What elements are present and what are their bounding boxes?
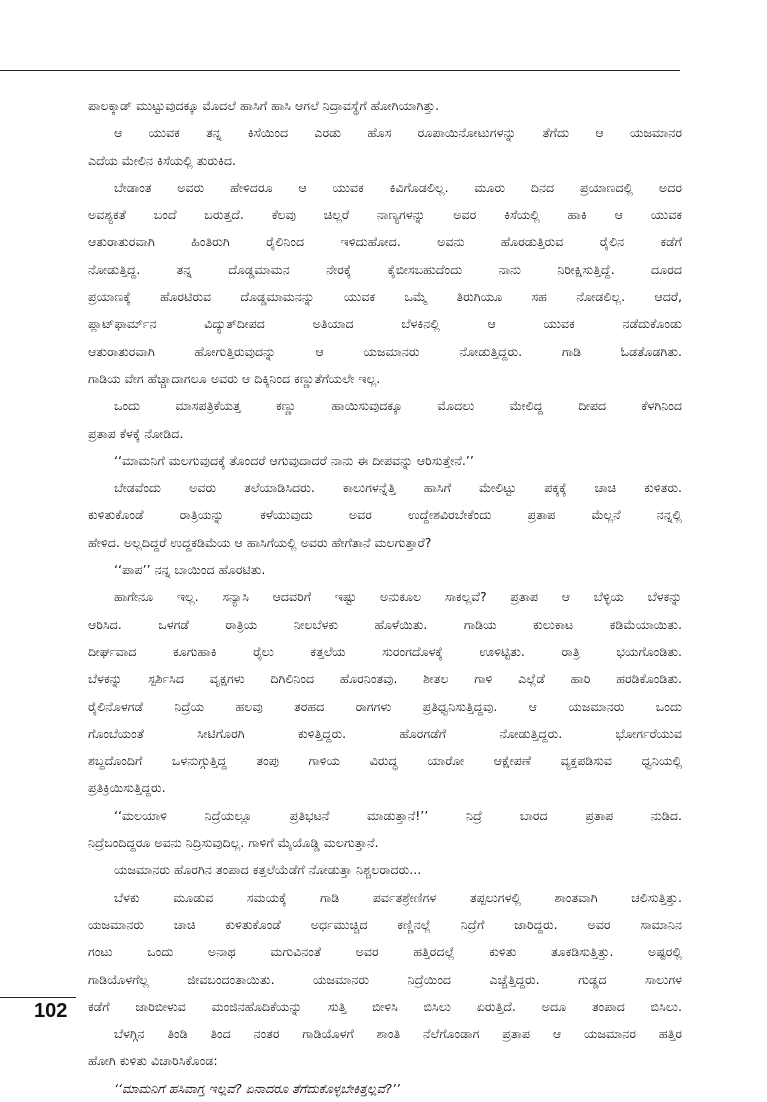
- page-number: 102: [34, 1000, 68, 1022]
- text-line: ಆತುರಾತುರವಾಗಿ ಹೋಗುತ್ತಿರುವುದನ್ನು ಆ ಯಜಮಾನರು ನೋಡುತ್ತಿದ್ದರು. ಗಾಡಿ ಓಡತೊಡಗಿತು.: [88, 343, 682, 359]
- text-line: ಗಂಟು ಒಂದು ಅನಾಥ ಮಗುವಿನಂತೆ ಅವರ ಹತ್ತಿರದಲ್ಲೆ ಕುಳಿತು ತೂಕಡಿಸುತ್ತಿತ್ತು. ಅಷ್ಟರಲ್ಲಿ: [88, 944, 682, 960]
- text-line: ‘‘ಮಲಯಾಳಿ ನಿದ್ರೆಯಲ್ಲೂ ಪ್ರತಿಭಟನೆ ಮಾಡುತ್ತಾನೆ!’’ ನಿದ್ರೆ ಬಾರದ ಪ್ರತಾಪ ನುಡಿದ.: [114, 807, 682, 823]
- text-line: ಆತುರಾತುರವಾಗಿ ಹಿಂತಿರುಗಿ ರೈಲಿನಿಂದ ಇಳಿದುಹೋದ. ಅವನು ಹೊರಡುತ್ತಿರುವ ರೈಲಿನ ಕಡೆಗೆ: [88, 234, 682, 250]
- text-line: ಗಾಡಿಯ ವೇಗ ಹೆಚ್ಚಾದಾಗಲೂ ಅವರು ಆ ದಿಕ್ಕಿನಿಂದ ಕಣ್ಣುತೆಗೆಯಲೇ ಇಲ್ಲ.: [88, 370, 381, 386]
- text-line: ಕಡೆಗೆ ಜಾರಿಬೀಳುವ ಮಂಜಿನಹೊದಿಕೆಯನ್ನು ಸುತ್ತಿ ಬೀಳಿಸಿ ಬಿಸಿಲು ಏರುತ್ತಿದೆ. ಅದೂ ತಂಪಾದ ಬಿಸಿಲು.: [88, 998, 682, 1014]
- footer-rule: [0, 997, 76, 998]
- text-line: ಪ್ರತಿಕ್ರಿಯಿಸುತ್ತಿದ್ದರು.: [88, 780, 166, 796]
- text-line: ನಿದ್ರೆಬಂದಿದ್ದರೂ ಅವನು ನಿದ್ರಿಸುವುದಿಲ್ಲ. ಗಾಳಿಗೆ ಮೈಯೊಡ್ಡಿ ಮಲಗುತ್ತಾನೆ.: [88, 835, 379, 851]
- text-line: ಬೆಳಕನ್ನು ಸ್ಪರ್ಶಿಸಿದ ವೃಕ್ಷಗಳು ದಿಗಿಲಿನಿಂದ ಹೊರನಿಂತವು. ಶೀತಲ ಗಾಳಿ ಎಲ್ಲೆಡೆ ಹಾರಿ ಹರಡಿಕೊಂಡಿತು.: [88, 671, 682, 687]
- text-line: ಆರಿಸಿದ. ಒಳಗಡೆ ರಾತ್ರಿಯ ನೀಲಬೆಳಕು ಹೊಳೆಯಿತು. ಗಾಡಿಯ ಕುಲುಕಾಟ ಕಡಿಮೆಯಾಯಿತು.: [88, 616, 682, 632]
- text-line: ಪ್ಲಾಟ್‌ಫಾರ್ಮ್‌ನ ವಿದ್ಯುತ್‌ದೀಪದ ಅತಿಯಾದ ಬೆಳಕಿನಲ್ಲಿ ಆ ಯುವಕ ನಡೆದುಕೊಂಡು: [88, 316, 682, 332]
- text-line: ‘‘ಮಾಮನಿಗೆ ಹಸಿವಾಗ್ತ ಇಲ್ಲವೆ? ಏನಾದರೂ ತೆಗೆದುಕೊಳ್ಳಬೇಕಿತ್ತಲ್ಲವೆ?’’: [114, 1080, 400, 1096]
- text-line: ಯಜಮಾನರು ಹೊರಗಿನ ತಂಪಾದ ಕತ್ತಲೆಯೆಡೆಗೆ ನೋಡುತ್ತಾ ನಿಶ್ಚಲರಾದರು...: [114, 862, 422, 878]
- page-body-text: [88, 92, 682, 1102]
- text-line: ಒಂದು ಮಾಸಪತ್ರಿಕೆಯತ್ತ ಕಣ್ಣು ಹಾಯಿಸುವುದಕ್ಕೂ ಮೊದಲು ಮೇಲಿದ್ದ ದೀಪದ ಕೆಳಗಿನಿಂದ: [114, 398, 682, 414]
- text-line: ಬೆಳಕು ಮೂಡುವ ಸಮಯಕ್ಕೆ ಗಾಡಿ ಪರ್ವತಶ್ರೇಣಿಗಳ ತಪ್ಪಲುಗಳಲ್ಲಿ ಶಾಂತವಾಗಿ ಚಲಿಸುತ್ತಿತ್ತು.: [114, 889, 682, 905]
- text-line: ರೈಲಿನೊಳಗಡೆ ನಿದ್ರೆಯ ಹಲವು ತರಹದ ರಾಗಗಳು ಪ್ರತಿಧ್ವನಿಸುತ್ತಿದ್ದವು. ಆ ಯಜಮಾನರು ಒಂದು: [88, 698, 682, 714]
- text-line: ಬೇಡಾಂತ ಅವರು ಹೇಳಿದರೂ ಆ ಯುವಕ ಕಿವಿಗೊಡಲಿಲ್ಲ. ಮೂರು ದಿನದ ಪ್ರಯಾಣದಲ್ಲಿ ಅದರ: [114, 179, 682, 195]
- text-line: ಯಜಮಾನರು ಚಾಚಿ ಕುಳಿತುಕೊಂಡೆ ಅರ್ಧಮುಚ್ಚಿದ ಕಣ್ಣಿನಲ್ಲೆ ನಿದ್ರೆಗೆ ಜಾರಿದ್ದರು. ಅವರ ಸಾಮಾನಿನ: [88, 916, 682, 932]
- text-line: ಗಾಡಿಯೊಳಗೆಲ್ಲ ಜೀವಬಂದಂತಾಯಿತು. ಯಜಮಾನರು ನಿದ್ರೆಯಿಂದ ಎಚ್ಚೆತ್ತಿದ್ದರು. ಗುಡ್ಡದ ಸಾಲುಗಳ: [88, 971, 682, 987]
- text-line: ಗೊಂಬೆಯಂತೆ ಸೀಟಿಗೊರಗಿ ಕುಳಿತ್ತಿದ್ದರು. ಹೊರಗಡೆಗೆ ನೋಡುತ್ತಿದ್ದರು. ಭೋರ್ಗರೆಯುವ: [88, 725, 682, 741]
- text-line: ದೀರ್ಘವಾದ ಕೂಗುಹಾಕಿ ರೈಲು ಕತ್ತಲೆಯ ಸುರಂಗದೊಳಕ್ಕೆ ಊಳಿಟ್ಟಿತು. ರಾತ್ರಿ ಭಯಗೊಂಡಿತು.: [88, 643, 682, 659]
- text-line: ಕುಳಿತುಕೊಂಡೆ ರಾತ್ರಿಯನ್ನು ಕಳೆಯುವುದು ಅವರ ಉದ್ದೇಶವಿರಬೇಕೆಂದು ಪ್ರತಾಪ ಮೆಲ್ಲನೆ ನನ್ನಲ್ಲಿ: [88, 507, 682, 523]
- text-line: ಆ ಯುವಕ ತನ್ನ ಕಿಸೆಯಿಂದ ಎರಡು ಹೊಸ ರೂಪಾಯಿನೋಟುಗಳನ್ನು ತೆಗೆದು ಆ ಯಜಮಾನರ: [114, 125, 682, 141]
- text-line: ಪಾಲಕ್ಕಾಡ್ ಮುಟ್ಟುವುದಕ್ಕೂ ಮೊದಲೆ ಹಾಸಿಗೆ ಹಾಸಿ ಆಗಲೆ ನಿದ್ರಾವಸ್ಥೆಗೆ ಹೋಗಿಯಾಗಿತ್ತು.: [88, 98, 440, 113]
- text-line: ಅವಶ್ಯಕತೆ ಬಂದೆ ಬರುತ್ತದೆ. ಕೆಲವು ಚಿಲ್ಲರೆ ನಾಣ್ಯಗಳನ್ನು ಅವರ ಕಿಸೆಯಲ್ಲಿ ಹಾಕಿ ಆ ಯುವಕ: [88, 207, 682, 223]
- text-line: ‘‘ಮಾಮನಿಗೆ ಮಲಗುವುದಕ್ಕೆ ತೊಂದರೆ ಆಗುವುದಾದರೆ ನಾನು ಈ ದೀಪವನ್ನು ಆರಿಸುತ್ತೇನೆ.’’: [114, 452, 474, 468]
- text-line: ಹೇಳಿದ. ಅಲ್ಲದಿದ್ದರೆ ಉದ್ದಕಡಿಮೆಯ ಆ ಹಾಸಿಗೆಯಲ್ಲಿ ಅವರು ಹೇಗೆತಾನೆ ಮಲಗುತ್ತಾರೆ?: [88, 534, 432, 550]
- text-line: ಪ್ರತಾಪ ಕೆಳಕ್ಕೆ ನೋಡಿದ.: [88, 425, 184, 441]
- text-line: ನೋಡುತ್ತಿದ್ದ. ತನ್ನ ದೊಡ್ಡಮಾಮನ ನೇರಕ್ಕೆ ಕೈಬೀಸಬಹುದೆಂದು ನಾನು ನಿರೀಕ್ಷಿಸುತ್ತಿದ್ದೆ. ದೂರದ: [88, 261, 682, 277]
- text-line: ಪ್ರಯಾಣಕ್ಕೆ ಹೊರಟಿರುವ ದೊಡ್ಡಮಾಮನನ್ನು ಯುವಕ ಒಮ್ಮೆ ತಿರುಗಿಯೂ ಸಹ ನೋಡಲಿಲ್ಲ. ಆದರೆ,: [88, 289, 682, 305]
- text-line: ಬೆಳಗ್ಗಿನ ತಿಂಡಿ ತಿಂದ ನಂತರ ಗಾಡಿಯೊಳಗೆ ಶಾಂತಿ ನೆಲೆಗೊಂಡಾಗ ಪ್ರತಾಪ ಆ ಯಜಮಾನರ ಹತ್ತಿರ: [114, 1026, 682, 1042]
- text-line: ಎದೆಯ ಮೇಲಿನ ಕಿಸೆಯಲ್ಲಿ ತುರುಕಿದ.: [88, 152, 237, 168]
- text-line: ಹೋಗಿ ಕುಳಿತು ವಿಚಾರಿಸಿಕೊಂಡ:: [88, 1053, 218, 1069]
- header-rule: [0, 70, 680, 71]
- text-line: ಶಬ್ದದೊಂದಿಗೆ ಒಳನುಗ್ಗುತ್ತಿದ್ದ ತಂಪು ಗಾಳಿಯ ವಿರುದ್ಧ ಯಾರೋ ಆಕ್ಷೇಪಣೆ ವ್ಯಕ್ತಪಡಿಸುವ ಧ್ವನಿಯಲ್ಲಿ: [88, 753, 682, 769]
- text-line: ಬೇಡವೆಂದು ಅವರು ತಲೆಯಾಡಿಸಿದರು. ಕಾಲುಗಳನ್ನೆತ್ತಿ ಹಾಸಿಗೆ ಮೇಲಿಟ್ಟು ಪಕ್ಕಕ್ಕೆ ಚಾಚಿ ಕುಳಿತರು.: [114, 480, 682, 496]
- text-line: ಹಾಗೇನೂ ಇಲ್ಲ. ಸನ್ಯಾಸಿ ಆದವರಿಗೆ ಇಷ್ಟು ಅನುಕೂಲ ಸಾಕಲ್ಲವೆ? ಪ್ರತಾಪ ಆ ಬೆಳ್ಳಿಯ ಬೆಳಕನ್ನು: [114, 589, 682, 605]
- text-line: ‘‘ಪಾಪ’’ ನನ್ನ ಬಾಯಿಂದ ಹೊರಟಿತು.: [114, 562, 266, 578]
